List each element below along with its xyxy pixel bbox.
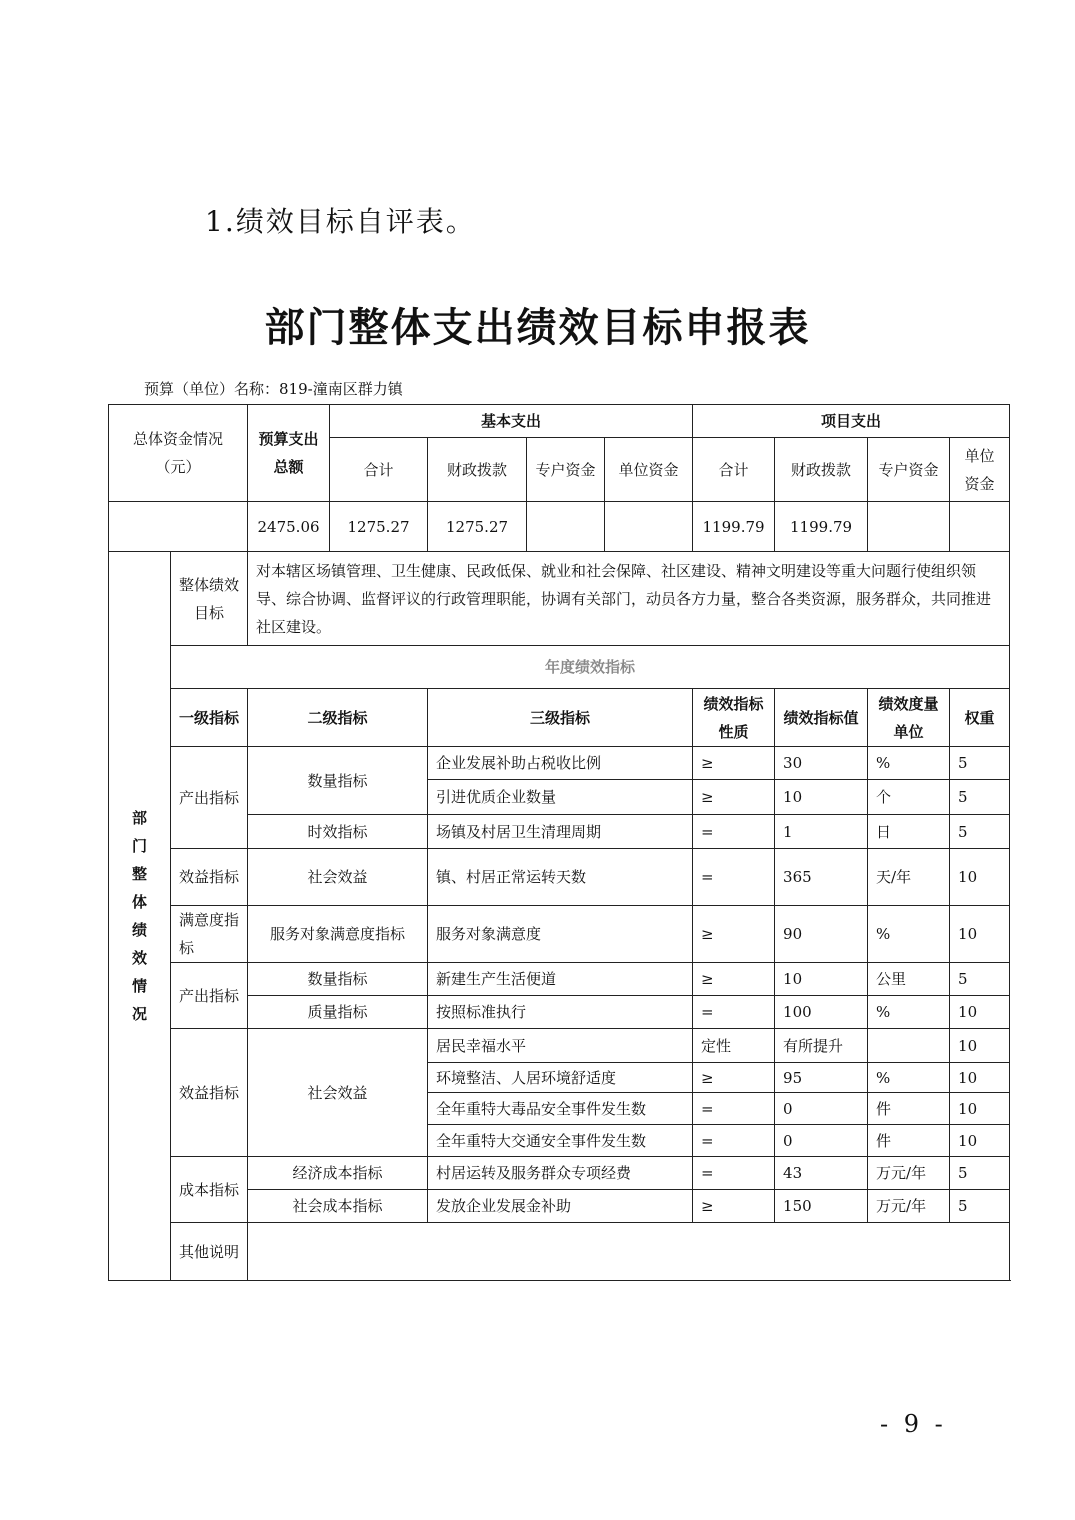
project-special-header: 专户资金 <box>868 438 950 502</box>
level3-cell: 发放企业发展金补助 <box>428 1190 693 1223</box>
side-char: 况 <box>131 1005 147 1023</box>
nature-cell: 定性 <box>693 1029 775 1063</box>
level3-cell: 企业发展补助占税收比例 <box>428 747 693 780</box>
value-cell: 95 <box>775 1063 868 1093</box>
level3-cell: 服务对象满意度 <box>428 906 693 963</box>
weight-cell: 10 <box>950 1029 1010 1063</box>
nature-cell: ≥ <box>693 963 775 996</box>
basic-total-header: 合计 <box>330 438 428 502</box>
level3-cell: 全年重特大交通安全事件发生数 <box>428 1125 693 1157</box>
basic-fiscal-header: 财政拨款 <box>428 438 527 502</box>
overall-goal-text: 对本辖区场镇管理、卫生健康、民政低保、就业和社会保障、社区建设、精神文明建设等重大问题行使组织领导、综合协调、监督评议的行政管理职能，协调有关部门，动员各方力量，整合各类资源，服务群众，共同推进社区建设。 <box>248 552 1010 646</box>
basic-special-value <box>527 502 605 552</box>
unit-cell <box>868 1029 950 1063</box>
value-cell: 10 <box>775 780 868 815</box>
weight-cell: 10 <box>950 996 1010 1029</box>
value-cell: 43 <box>775 1157 868 1190</box>
level2-cell: 社会效益 <box>248 1029 428 1157</box>
nature-cell: ≥ <box>693 780 775 815</box>
level1-cell: 效益指标 <box>171 849 248 906</box>
level2-cell: 社会成本指标 <box>248 1190 428 1223</box>
page-title: 部门整体支出绩效目标申报表 <box>264 305 811 351</box>
header-unit: 绩效度量单位 <box>868 689 950 747</box>
header-value: 绩效指标值 <box>775 689 868 747</box>
project-unit-value <box>950 502 1010 552</box>
level3-cell: 引进优质企业数量 <box>428 780 693 815</box>
level3-cell: 场镇及村居卫生清理周期 <box>428 815 693 849</box>
project-fiscal-header: 财政拨款 <box>775 438 868 502</box>
other-notes-label: 其他说明 <box>171 1223 248 1281</box>
level3-cell: 居民幸福水平 <box>428 1029 693 1063</box>
unit-cell: % <box>868 906 950 963</box>
weight-cell: 5 <box>950 780 1010 815</box>
header-level1: 一级指标 <box>171 689 248 747</box>
basic-special-header: 专户资金 <box>527 438 605 502</box>
project-unit-header: 单位资金 <box>950 438 1010 502</box>
weight-cell: 5 <box>950 1157 1010 1190</box>
report-table <box>108 404 1010 1281</box>
nature-cell: = <box>693 1093 775 1125</box>
value-cell: 0 <box>775 1093 868 1125</box>
performance-side-label <box>109 552 171 1281</box>
level2-cell: 质量指标 <box>248 996 428 1029</box>
value-cell: 365 <box>775 849 868 906</box>
unit-cell: 公里 <box>868 963 950 996</box>
side-char: 情 <box>131 977 147 995</box>
value-cell: 90 <box>775 906 868 963</box>
unit-cell: 万元/年 <box>868 1157 950 1190</box>
page-number: - 9 - <box>880 1410 947 1438</box>
project-total-header: 合计 <box>693 438 775 502</box>
project-special-value <box>868 502 950 552</box>
weight-cell: 10 <box>950 906 1010 963</box>
level3-cell: 环境整洁、人居环境舒适度 <box>428 1063 693 1093</box>
side-char: 绩 <box>131 921 147 939</box>
project-total-value: 1199.79 <box>693 502 775 552</box>
level3-cell: 全年重特大毒品安全事件发生数 <box>428 1093 693 1125</box>
side-char: 部 <box>131 809 147 827</box>
basic-unit-header: 单位资金 <box>605 438 693 502</box>
unit-cell: 日 <box>868 815 950 849</box>
weight-cell: 5 <box>950 747 1010 780</box>
value-cell: 1 <box>775 815 868 849</box>
unit-cell: % <box>868 747 950 780</box>
side-char: 门 <box>131 837 147 855</box>
level3-cell: 镇、村居正常运转天数 <box>428 849 693 906</box>
funds-row-label: 总体资金情况（元） <box>109 405 248 502</box>
annual-indicators-label: 年度绩效指标 <box>171 646 1010 689</box>
project-expense-header: 项目支出 <box>693 405 1010 438</box>
weight-cell: 5 <box>950 963 1010 996</box>
section-heading: 1.绩效目标自评表。 <box>205 205 476 238</box>
unit-cell: 天/年 <box>868 849 950 906</box>
unit-cell: 万元/年 <box>868 1190 950 1223</box>
project-fiscal-value: 1199.79 <box>775 502 868 552</box>
unit-cell: 件 <box>868 1093 950 1125</box>
level2-cell: 服务对象满意度指标 <box>248 906 428 963</box>
weight-cell: 10 <box>950 849 1010 906</box>
unit-cell: 件 <box>868 1125 950 1157</box>
unit-cell: % <box>868 996 950 1029</box>
basic-total-value: 1275.27 <box>330 502 428 552</box>
nature-cell: ≥ <box>693 1190 775 1223</box>
level1-cell: 满意度指标 <box>171 906 248 963</box>
level1-cell: 效益指标 <box>171 1029 248 1157</box>
header-weight: 权重 <box>950 689 1010 747</box>
header-level3: 三级指标 <box>428 689 693 747</box>
level2-cell: 社会效益 <box>248 849 428 906</box>
nature-cell: ≥ <box>693 906 775 963</box>
basic-fiscal-value: 1275.27 <box>428 502 527 552</box>
unit-cell: % <box>868 1063 950 1093</box>
weight-cell: 10 <box>950 1125 1010 1157</box>
value-cell: 30 <box>775 747 868 780</box>
header-nature: 绩效指标性质 <box>693 689 775 747</box>
level1-cell: 成本指标 <box>171 1157 248 1223</box>
weight-cell: 10 <box>950 1063 1010 1093</box>
unit-name-line: 预算（单位）名称：819-潼南区群力镇 <box>144 380 403 398</box>
weight-cell: 10 <box>950 1093 1010 1125</box>
level3-cell: 村居运转及服务群众专项经费 <box>428 1157 693 1190</box>
value-cell: 100 <box>775 996 868 1029</box>
level3-cell: 新建生产生活便道 <box>428 963 693 996</box>
nature-cell: = <box>693 1157 775 1190</box>
side-char: 效 <box>131 949 147 967</box>
header-level2: 二级指标 <box>248 689 428 747</box>
level2-cell: 时效指标 <box>248 815 428 849</box>
level2-cell: 数量指标 <box>248 747 428 815</box>
basic-expense-header: 基本支出 <box>330 405 693 438</box>
side-char: 体 <box>131 893 147 911</box>
basic-unit-value <box>605 502 693 552</box>
level1-cell: 产出指标 <box>171 747 248 849</box>
value-cell: 有所提升 <box>775 1029 868 1063</box>
level2-cell: 数量指标 <box>248 963 428 996</box>
nature-cell: = <box>693 815 775 849</box>
weight-cell: 5 <box>950 815 1010 849</box>
other-notes-text <box>248 1223 1010 1281</box>
value-cell: 150 <box>775 1190 868 1223</box>
nature-cell: = <box>693 1125 775 1157</box>
budget-total-header: 预算支出总额 <box>248 405 330 502</box>
level3-cell: 按照标准执行 <box>428 996 693 1029</box>
level2-cell: 经济成本指标 <box>248 1157 428 1190</box>
nature-cell: = <box>693 849 775 906</box>
nature-cell: ≥ <box>693 1063 775 1093</box>
funds-blank-cell <box>109 502 248 552</box>
value-cell: 0 <box>775 1125 868 1157</box>
side-char: 整 <box>131 865 147 883</box>
weight-cell: 5 <box>950 1190 1010 1223</box>
overall-goal-label: 整体绩效目标 <box>171 552 248 646</box>
unit-cell: 个 <box>868 780 950 815</box>
level1-cell: 产出指标 <box>171 963 248 1029</box>
budget-total-value: 2475.06 <box>248 502 330 552</box>
nature-cell: ≥ <box>693 747 775 780</box>
value-cell: 10 <box>775 963 868 996</box>
nature-cell: = <box>693 996 775 1029</box>
